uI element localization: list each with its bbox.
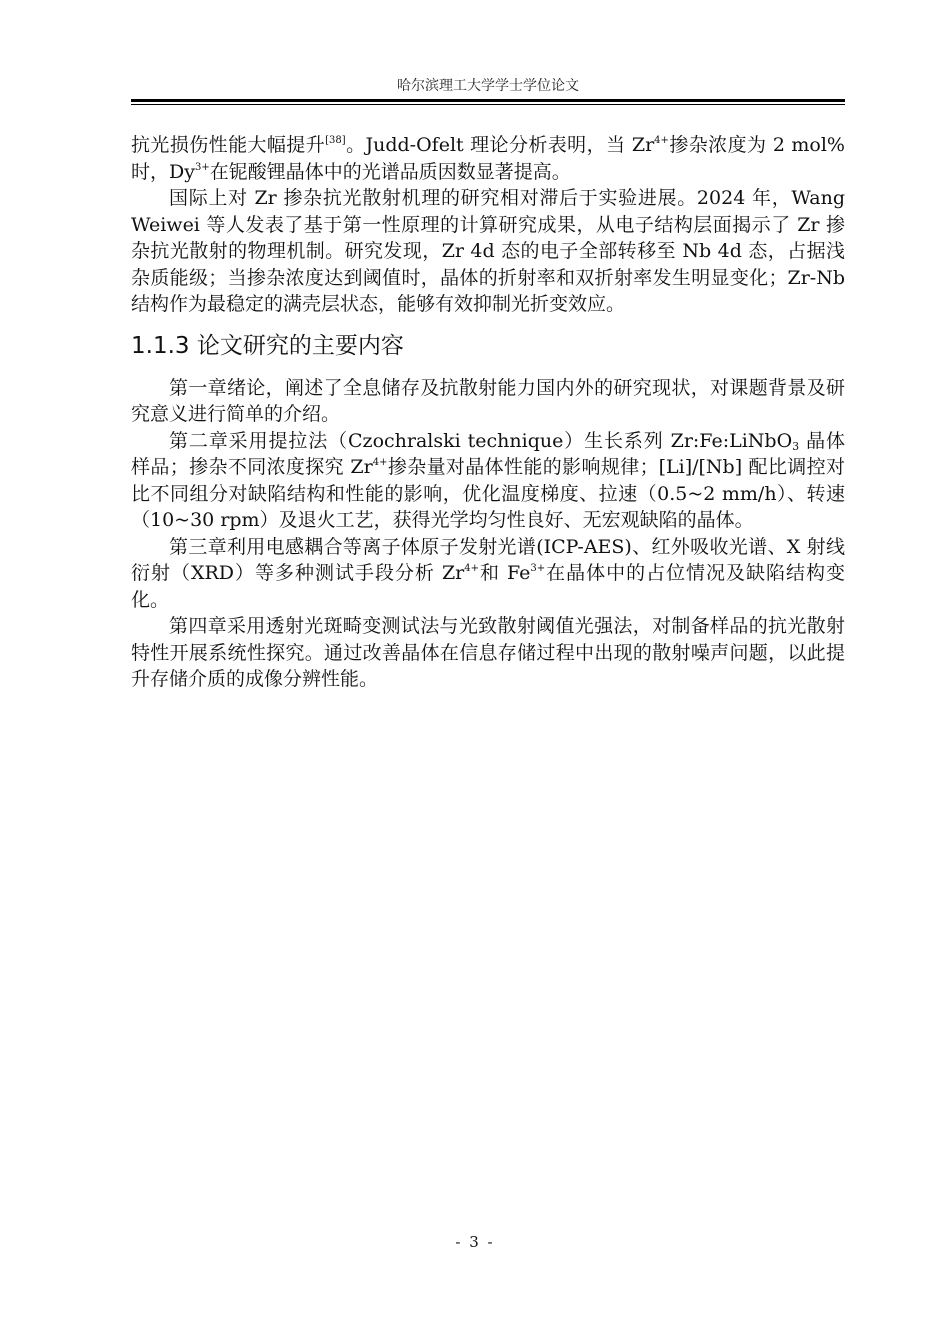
body-text	[131, 132, 845, 693]
paragraph-chapter-1: 第一章绪论，阐述了全息储存及抗散射能力国内外的研究现状，对课题背景及研究意义进行简单的介绍。	[131, 376, 845, 425]
paragraph-continued: 抗光损伤性能大幅提升[38]。Judd-Ofelt 理论分析表明，当 $Zr^{4+}$掺杂浓度为 2 mol%时，$Dy^{3+}$在铌酸锂晶体中的光谱品质因数显著提高。	[131, 134, 845, 183]
header-rule-thick	[131, 99, 845, 102]
paragraph-chapter-4: 第四章采用透射光斑畸变测试法与光致散射阈值光强法，对制备样品的抗光散射特性开展系统性探究。通过改善晶体在信息存储过程中出现的散射噪声问题，以此提升存储介质的成像分辨性能。	[131, 615, 845, 690]
paragraph-chapter-3: 第三章利用电感耦合等离子体原子发射光谱(ICP-AES)、红外吸收光谱、X 射线衍射（XRD）等多种测试手段分析 $Zr^{4+}$和 $Fe^{3+}$在晶体中的占位情况及缺陷结构变化。	[131, 535, 845, 611]
header-rule-thin	[131, 104, 845, 105]
citation-reference: [38]	[325, 135, 346, 146]
page-number: - 3 -	[455, 1233, 495, 1251]
section-heading: 1.1.3 论文研究的主要内容	[131, 332, 404, 359]
running-header: 哈尔滨理工大学学士学位论文	[397, 78, 579, 94]
paragraph-chapter-2: 第二章采用提拉法（Czochralski technique）生长系列 Zr:Fe:LiNbO$_3$ 晶体样品；掺杂不同浓度探究 $Zr^{4+}$掺杂量对晶体性能的影响规律；[Li]/[Nb] 配比调控对比不同组分对缺陷结构和性能的影响，优化温度梯度、拉速（0.5~2 mm/h）、转速（10~30 rpm）及退火工艺，获得光学均匀性良好、无宏观缺陷的晶体。	[131, 429, 845, 531]
paragraph-mechanism: 国际上对 Zr 掺杂抗光散射机理的研究相对滞后于实验进展。2024 年，Wang Weiwei 等人发表了基于第一性原理的计算研究成果，从电子结构层面揭示了 Zr 掺杂抗光散射的物理机制。研究发现，Zr 4d 态的电子全部转移至 Nb 4d 态，占据浅杂质能级；当掺杂浓度达到阈值时，晶体的折射率和双折射率发生明显变化；Zr-Nb 结构作为最稳定的满壳层状态，能够有效抑制光折变效应。	[131, 187, 845, 315]
